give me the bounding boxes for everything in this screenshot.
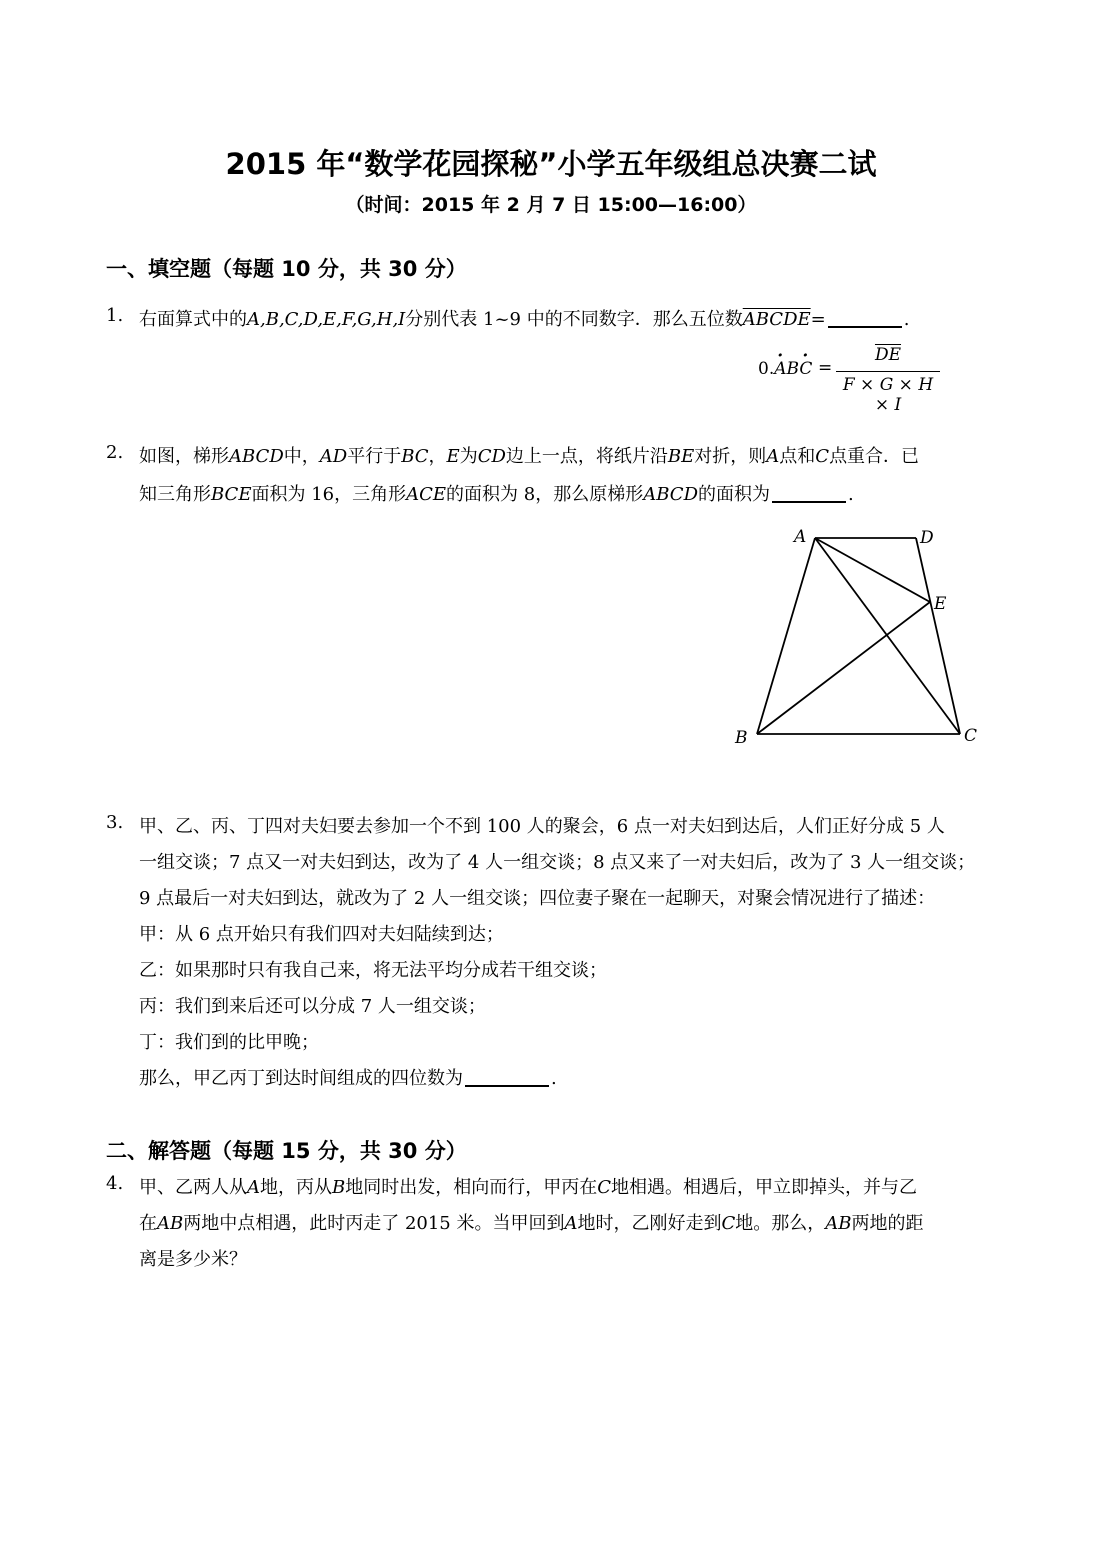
answer-blank[interactable]: [465, 1067, 549, 1087]
label-d: D: [920, 528, 934, 548]
segment-be: [757, 602, 930, 734]
question-4-line-1: 甲、乙两人从A地，丙从B地同时出发，相向而行，甲丙在C地相遇。相遇后，甲立即掉头，并与乙: [139, 1177, 918, 1198]
question-number: 4.: [106, 1173, 124, 1194]
question-number: 1.: [106, 305, 124, 326]
formula-equals: =: [818, 358, 833, 378]
section-answer-title: 二、解答题（每题 15 分，共 30 分）: [106, 1139, 467, 1163]
label-c: C: [964, 726, 978, 746]
question-3-line: 乙：如果那时只有我自己来，将无法平均分成若干组交谈；: [139, 960, 607, 981]
question-4-line-3: 离是多少米？: [139, 1249, 247, 1270]
fraction-bar: [836, 371, 940, 372]
formula-lhs: 0.A ·BC ·: [758, 359, 812, 379]
exam-time: （时间：2015 年 2 月 7 日 15:00—16:00）: [345, 194, 757, 216]
question-3-last-line: 那么，甲乙丙丁到达时间组成的四位数为 .: [139, 1068, 557, 1089]
question-3-line: 一组交谈；7 点又一对夫妇到达，改为了 4 人一组交谈；8 点又来了一对夫妇后，改为了 3 人一组交谈；: [139, 852, 976, 873]
answer-blank[interactable]: [828, 308, 902, 328]
question-3-line: 甲、乙、丙、丁四对夫妇要去参加一个不到 100 人的聚会，6 点一对夫妇到达后，人们正好分成 5 人: [139, 816, 945, 837]
formula-denominator: F × G × H × I: [842, 375, 934, 415]
formula: [756, 342, 946, 415]
question-1-text: 右面算式中的A,B,C,D,E,F,G,H,I分别代表 1~9 中的不同数字．那么五位数ABCDE= .: [139, 309, 910, 330]
formula-numerator: $\overline{DE}$: [874, 345, 902, 365]
question-number: 3.: [106, 812, 124, 833]
question-3-line: 丁：我们到的比甲晚；: [139, 1032, 319, 1053]
answer-blank[interactable]: [772, 483, 846, 503]
segment-ae: [815, 538, 930, 602]
label-e: E: [934, 594, 947, 614]
label-a: A: [794, 527, 807, 547]
page-title: 2015 年“数学花园探秘”小学五年级组总决赛二试: [225, 147, 877, 181]
section-fill-in-title: 一、填空题（每题 10 分，共 30 分）: [106, 257, 467, 281]
trapezoid-figure: [720, 520, 1000, 760]
label-b: B: [735, 728, 748, 748]
edge-ab: [757, 538, 815, 734]
question-3-line: 丙：我们到来后还可以分成 7 人一组交谈；: [139, 996, 486, 1017]
question-number: 2.: [106, 442, 124, 463]
question-3-line: 甲：从 6 点开始只有我们四对夫妇陆续到达；: [139, 924, 504, 945]
question-4-line-2: 在AB两地中点相遇，此时丙走了 2015 米。当甲回到A地时，乙刚好走到C地。那么，AB两地的距: [139, 1213, 924, 1234]
question-2-line-2: 知三角形BCE面积为 16，三角形ACE的面积为 8，那么原梯形ABCD的面积为 .: [139, 484, 854, 505]
question-3-line: 9 点最后一对夫妇到达，就改为了 2 人一组交谈；四位妻子聚在一起聊天，对聚会情况进行了描述：: [139, 888, 936, 909]
question-2-line-1: 如图，梯形ABCD中，AD平行于BC，E为CD边上一点，将纸片沿BE对折，则A点和C点重合．已: [139, 446, 920, 467]
